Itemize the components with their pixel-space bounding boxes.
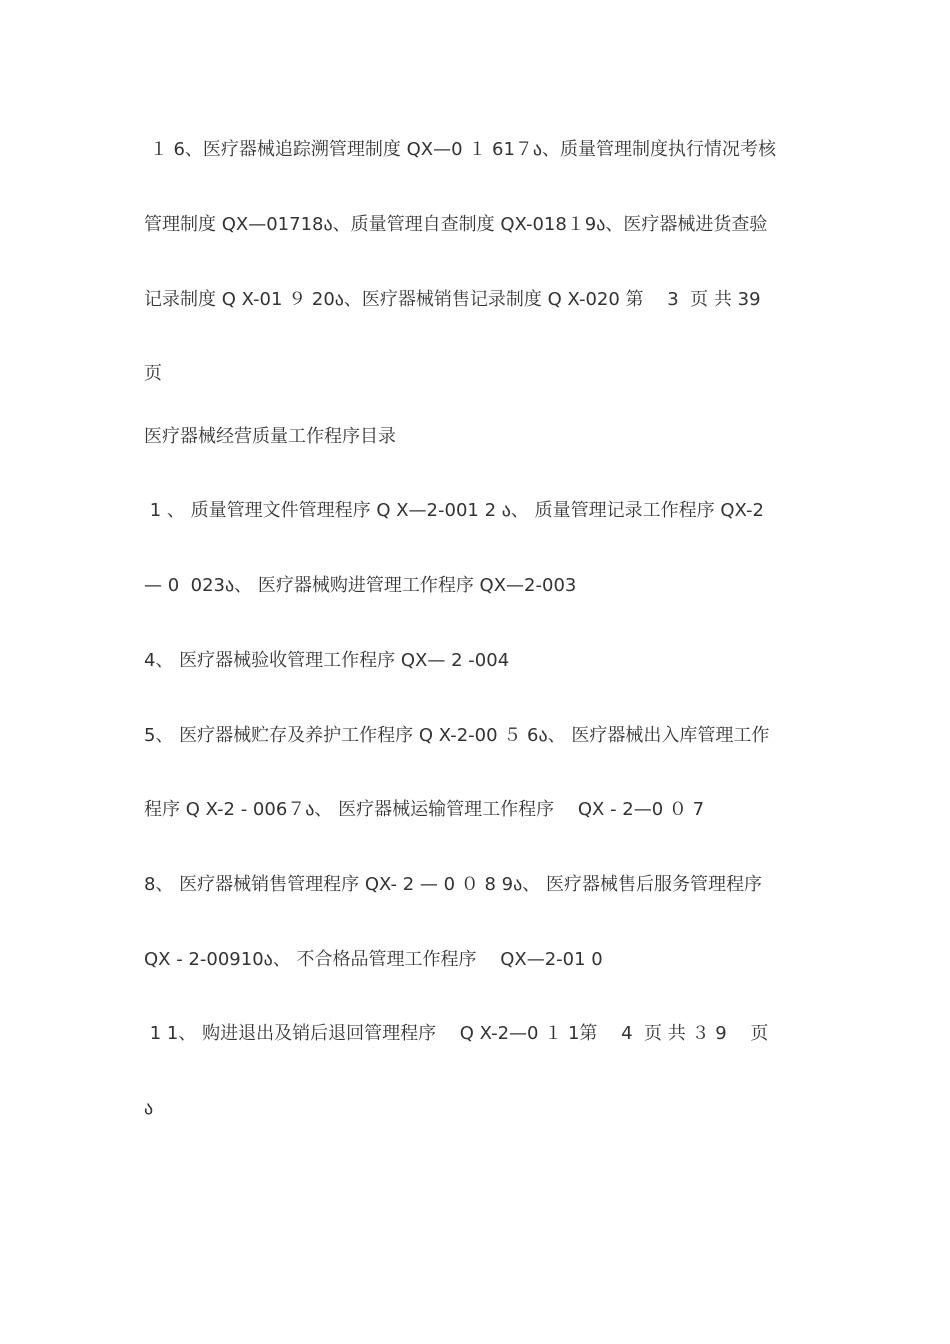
text-line: ა (144, 1098, 154, 1119)
section-heading: 医疗器械经营质量工作程序目录 (144, 426, 396, 447)
text-line: 页 (144, 363, 162, 384)
text-line: QX - 2-00910ა、 不合格品管理工作程序 QX—2-01 0 (144, 949, 603, 970)
text-line: 5、 医疗器械贮存及养护工作程序 Q X-2-00 ５ 6ა、 医疗器械出入库管理工作 (144, 725, 770, 746)
text-line: １ 6、医疗器械追踪溯管理制度 QX—0 １ 61７ა、质量管理制度执行情况考核 (144, 139, 777, 160)
text-line: 程序 Q X-2 - 006７ა、 医疗器械运输管理工作程序 QX - 2—0 ０ 7 (144, 799, 705, 820)
text-line: 4、 医疗器械验收管理工作程序 QX— 2 -004 (144, 650, 510, 671)
text-line: 1 1、 购进退出及销后退回管理程序 Q X-2—0 １ 1第 4 页 共 ３ 9 页 (144, 1023, 769, 1044)
text-line: — 0 023ა、 医疗器械购进管理工作程序 QX—2-003 (144, 575, 577, 596)
text-line: 8、 医疗器械销售管理程序 QX- 2 — 0 ０ 8 9ა、 医疗器械售后服务管理程序 (144, 874, 762, 895)
text-line: 管理制度 QX—01718ა、质量管理自查制度 QX-018１9ა、医疗器械进货查验 (144, 214, 768, 235)
text-line: 1 、 质量管理文件管理程序 Q X—2-001 2 ა、 质量管理记录工作程序 QX-2 (144, 500, 764, 521)
text-line: 记录制度 Q X-01 ９ 20ა、医疗器械销售记录制度 Q X-020 第 3 页 共 39 (144, 289, 761, 310)
